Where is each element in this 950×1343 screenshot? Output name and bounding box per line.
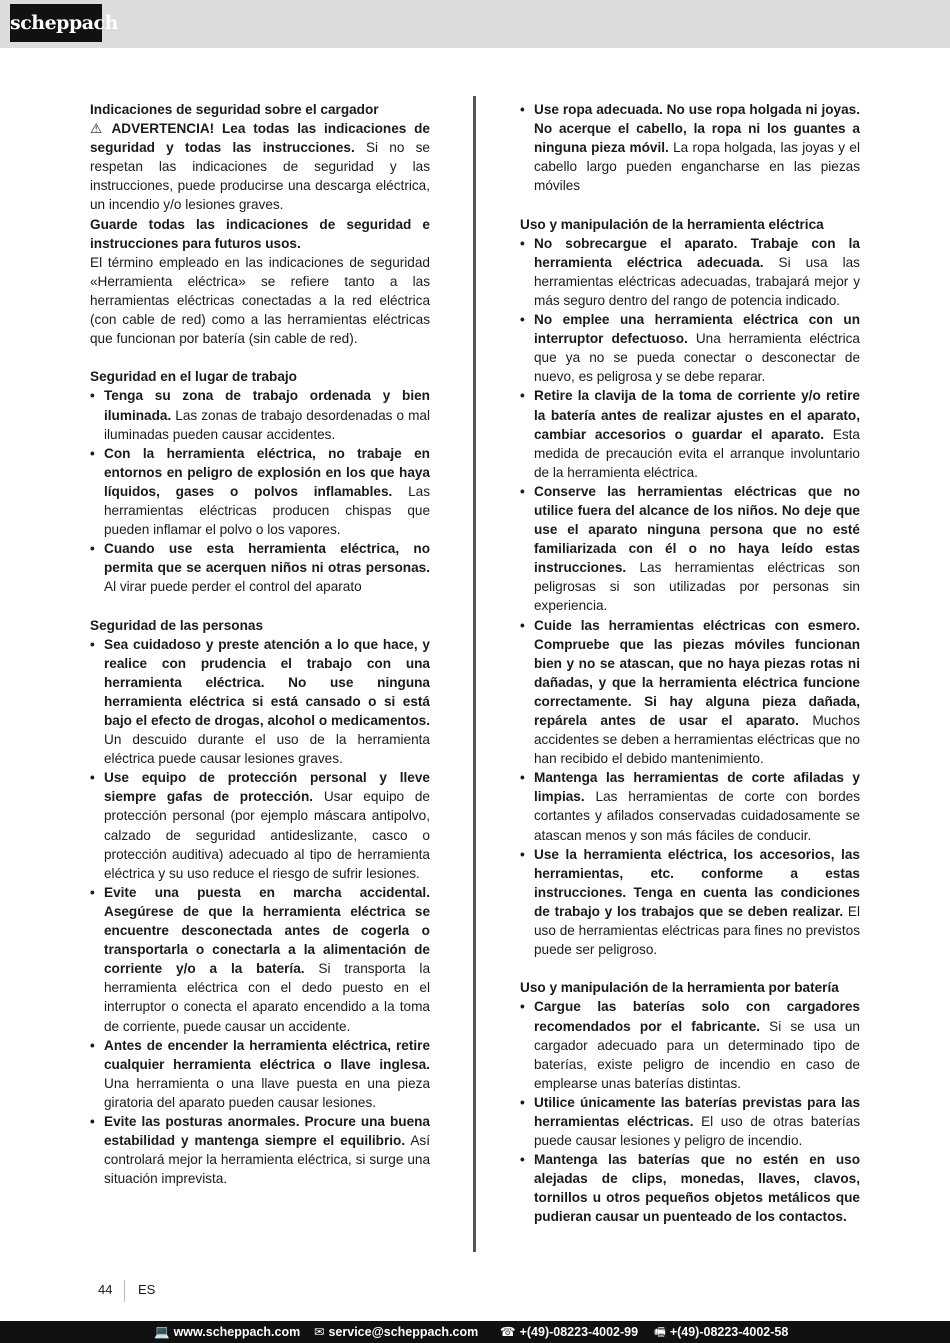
phone-contact[interactable]: ☎ +(49)-08223-4002-99 — [500, 1325, 639, 1339]
list-item: • Con la herramienta eléctrica, no trabaje en entornos en peligro de explosión en los que haya líquidos, gases o polvos inflamables. Las herramientas eléctricas producen chispas que pueden inflamar el polvo o los vapores. — [90, 444, 430, 539]
warning-bold: ADVERTENCIA! Lea todas las indicaciones de seguridad y todas las instrucciones. — [90, 121, 430, 156]
workplace-safety-heading: Seguridad en el lugar de trabajo — [90, 369, 297, 385]
list-item: • No emplee una herramienta eléctrica con un interruptor defectuoso. Una herramienta eléctrica que ya no se pueda conectar o desconectar de nuevo, es peligrosa y se debe reparar. — [520, 310, 860, 386]
charger-safety-heading: Indicaciones de seguridad sobre el cargador — [90, 102, 379, 117]
warning-text: Si no se respetan las indicaciones de seguridad y las instrucciones, puede producirse una descarga eléctrica, un incendio y/o lesiones graves. — [90, 140, 430, 213]
list-item: • Utilice únicamente las baterías previstas para las herramientas eléctricas. El uso de otras baterías puede causar lesiones y peligro de incendio. — [520, 1093, 860, 1150]
warning-icon: ⚠ — [90, 121, 103, 137]
header-bar — [0, 0, 950, 48]
list-item: • Cuando use esta herramienta eléctrica, no permita que se acerquen niños ni otras personas. Al virar puede perder el control del aparato — [90, 539, 430, 596]
list-item: • Evite las posturas anormales. Procure una buena estabilidad y mantenga siempre el equilibrio. Así controlará mejor la herramienta eléctrica, si surge una situación imprevista. — [90, 1112, 430, 1188]
fax-contact[interactable]: 🖷 +(49)-08223-4002-58 — [654, 1325, 789, 1339]
list-item: • Mantenga las baterías que no estén en uso alejadas de clips, monedas, llaves, clavos, tornillos u otros pequeños objetos metálicos que pudieran causar un puenteado de los contactos. — [520, 1150, 860, 1226]
column-divider — [473, 96, 476, 1252]
term-definition-text: El término empleado en las indicaciones de seguridad «Herramienta eléctrica» se refiere tanto a las herramientas eléctricas conectadas a la red eléctrica (con cable de red) como a las herramientas eléctricas que funcionan por batería (sin cable de red). — [90, 254, 430, 347]
language-code: ES — [138, 1282, 156, 1297]
list-item: • No sobrecargue el aparato. Trabaje con la herramienta eléctrica adecuada. Si usa las herramientas eléctricas adecuadas, trabajará mejor y más seguro dentro del rango de potencia indicado. — [520, 234, 860, 310]
personal-safety-heading: Seguridad de las personas — [90, 617, 264, 633]
page-number: 44 — [98, 1282, 113, 1297]
phone-icon: ☎ — [500, 1325, 516, 1339]
list-item: • Cargue las baterías solo con cargadores recomendados por el fabricante. Si se usa un cargador adecuado para un determinado tipo de baterías, existe peligro de incendio en caso de emplearse unas baterías distintas. — [520, 997, 860, 1092]
list-item: • Sea cuidadoso y preste atención a lo que hace, y realice con prudencia el trabajo con una herramienta eléctrica. No use ninguna herramienta eléctrica si está cansado o si está bajo el efecto de drogas, alcohol o medicamentos. Un descuido durante el uso de la herramienta eléctrica puede causar lesiones graves. — [90, 635, 430, 769]
list-item: • Use ropa adecuada. No use ropa holgada ni joyas. No acerque el cabello, la ropa ni los guantes a ninguna pieza móvil. La ropa holgada, las joyas y el cabello largo pueden engancharse en las piezas móviles — [520, 100, 860, 195]
power-tool-use-heading: Uso y manipulación de la herramienta eléctrica — [520, 216, 824, 232]
list-item: • Conserve las herramientas eléctricas que no utilice fuera del alcance de los niños. No deje que use el aparato ninguna persona que no esté familiarizada con él o no haya leído estas instrucciones. Las herramientas eléctricas son peligrosas si son utilizadas por personas sin experiencia. — [520, 482, 860, 616]
battery-tool-use-heading: Uso y manipulación de la herramienta por batería — [520, 980, 839, 996]
right-column — [520, 100, 860, 1227]
list-item: • Evite una puesta en marcha accidental. Asegúrese de que la herramienta eléctrica se encuentre desconectada antes de cogerla o transportarla o conectarla a la alimentación de corriente y/o a la batería. Si transporta la herramienta eléctrica con el dedo puesto en el interruptor o conecta el aparato encendido a la toma de corriente, puede causar un accidente. — [90, 883, 430, 1036]
list-item: • Cuide las herramientas eléctricas con esmero. Compruebe que las piezas móviles funcionan bien y no se atascan, que no haya piezas rotas ni dañadas, y que la herramienta eléctrica funcione correctamente. Si hay alguna pieza dañada, repárela antes de usar el aparato. Muchos accidentes se deben a herramientas eléctricas que no han recibido el debido mantenimiento. — [520, 616, 860, 769]
list-item: • Mantenga las herramientas de corte afiladas y limpias. Las herramientas de corte con bordes cortantes y afilados conservadas cuidadosamente se atascan menos y son más fáciles de conducir. — [520, 768, 860, 844]
email-contact[interactable]: ✉ service@scheppach.com — [314, 1325, 479, 1339]
warning-paragraph — [90, 119, 430, 214]
list-item: • Use equipo de protección personal y lleve siempre gafas de protección. Usar equipo de protección personal (por ejemplo máscara antipolvo, calzado de seguridad antideslizante, casco o protección auditiva) adecuado al tipo de herramienta eléctrica y su uso reduce el riesgo de sufrir lesiones. — [90, 768, 430, 883]
fax-icon: 🖷 — [654, 1325, 666, 1339]
keep-instructions-text: Guarde todas las indicaciones de seguridad e instrucciones para futuros usos. — [90, 216, 430, 251]
list-item: • Tenga su zona de trabajo ordenada y bien iluminada. Las zonas de trabajo desordenadas o mal iluminadas pueden causar accidentes. — [90, 386, 430, 443]
website-contact[interactable]: 💻 www.scheppach.com — [154, 1325, 301, 1339]
footer-separator — [124, 1280, 125, 1302]
list-item: • Retire la clavija de la toma de corriente y/o retire la batería antes de realizar ajustes en el aparato, cambiar accesorios o guardar el aparato. Esta medida de precaución evita el arranque involuntario de la herramienta eléctrica. — [520, 386, 860, 481]
list-item: • Use la herramienta eléctrica, los accesorios, las herramientas, etc. conforme a estas instrucciones. Tenga en cuenta las condiciones de trabajo y los trabajos que se deben realizar. El uso de herramientas eléctricas para fines no previstos puede ser peligroso. — [520, 845, 860, 960]
scheppach-logo: scheppach — [10, 4, 102, 42]
laptop-icon: 💻 — [154, 1325, 170, 1339]
contact-bar — [0, 1321, 950, 1343]
left-column — [90, 100, 430, 1188]
list-item: • Antes de encender la herramienta eléctrica, retire cualquier herramienta eléctrica o llave inglesa. Una herramienta o una llave puesta en una pieza giratoria del aparato pueden causar lesiones. — [90, 1036, 430, 1112]
mail-icon: ✉ — [314, 1325, 325, 1339]
